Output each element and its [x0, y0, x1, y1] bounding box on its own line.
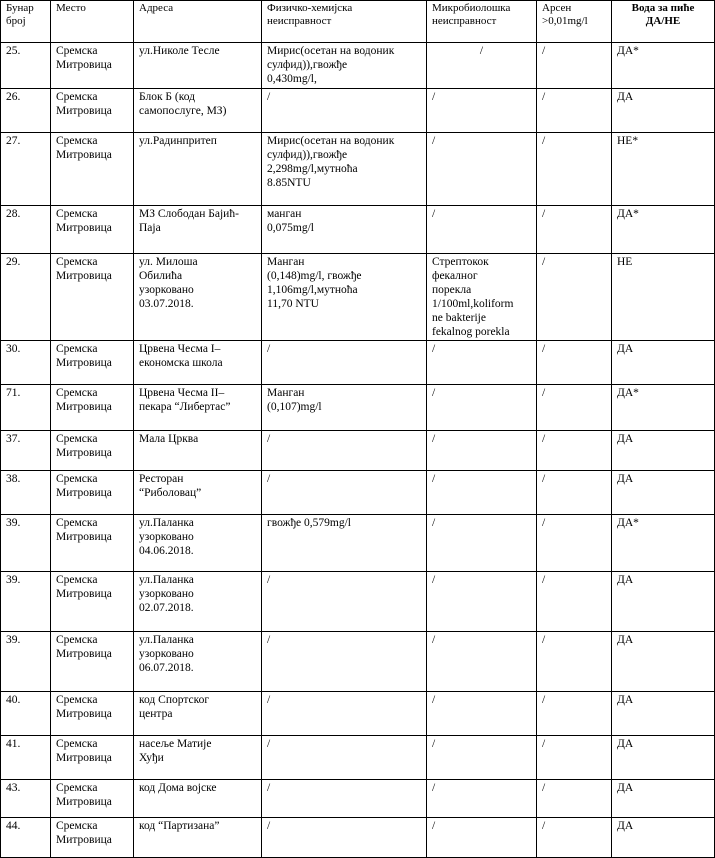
cell-micro: /	[427, 818, 537, 858]
cell-water: ДА	[612, 471, 715, 515]
cell-micro: /	[427, 133, 537, 206]
cell-address: ул. Милоша Обилића узорковано 03.07.2018.	[134, 254, 262, 341]
cell-address: Блок Б (код самопослуге, МЗ)	[134, 89, 262, 133]
cell-place: Сремска Митровица	[51, 89, 134, 133]
cell-address: ул.Паланка узорковано 04.06.2018.	[134, 515, 262, 572]
cell-address: Црвена Чесма II– пекара “Либертас”	[134, 385, 262, 431]
cell-arsenic: /	[537, 471, 612, 515]
header-address: Адреса	[134, 1, 262, 43]
cell-micro: /	[427, 572, 537, 632]
cell-water: ДА	[612, 780, 715, 818]
cell-water: ДА	[612, 89, 715, 133]
cell-place: Сремска Митровица	[51, 515, 134, 572]
cell-water: ДА	[612, 818, 715, 858]
cell-micro: /	[427, 431, 537, 471]
cell-micro: /	[427, 736, 537, 780]
cell-well: 27.	[1, 133, 51, 206]
cell-address: код “Партизана”	[134, 818, 262, 858]
cell-water: ДА*	[612, 515, 715, 572]
cell-arsenic: /	[537, 736, 612, 780]
cell-water: ДА*	[612, 206, 715, 254]
cell-place: Сремска Митровица	[51, 780, 134, 818]
cell-well: 29.	[1, 254, 51, 341]
cell-arsenic: /	[537, 133, 612, 206]
cell-arsenic: /	[537, 431, 612, 471]
cell-well: 38.	[1, 471, 51, 515]
cell-physchem: /	[262, 341, 427, 385]
cell-address: МЗ Слободан Бајић- Паја	[134, 206, 262, 254]
header-place: Место	[51, 1, 134, 43]
cell-address: код Дома војске	[134, 780, 262, 818]
cell-well: 40.	[1, 692, 51, 736]
cell-well: 39.	[1, 515, 51, 572]
table-row	[1, 431, 715, 471]
table-row	[1, 471, 715, 515]
cell-water: ДА	[612, 632, 715, 692]
cell-place: Сремска Митровица	[51, 341, 134, 385]
cell-place: Сремска Митровица	[51, 206, 134, 254]
cell-physchem: манган 0,075mg/l	[262, 206, 427, 254]
table-row	[1, 780, 715, 818]
cell-well: 26.	[1, 89, 51, 133]
cell-water: ДА*	[612, 385, 715, 431]
table-row	[1, 515, 715, 572]
cell-address: насеље Матије Хуђи	[134, 736, 262, 780]
table-row	[1, 692, 715, 736]
cell-arsenic: /	[537, 572, 612, 632]
cell-water: ДА	[612, 736, 715, 780]
cell-address: ул.Николе Тесле	[134, 43, 262, 89]
cell-physchem: /	[262, 572, 427, 632]
table-row	[1, 133, 715, 206]
cell-micro: /	[427, 206, 537, 254]
table-row	[1, 572, 715, 632]
cell-arsenic: /	[537, 385, 612, 431]
cell-micro: /	[427, 515, 537, 572]
cell-place: Сремска Митровица	[51, 572, 134, 632]
cell-well: 44.	[1, 818, 51, 858]
cell-physchem: /	[262, 780, 427, 818]
cell-physchem: Мирис(осетан на водоник сулфид)),гвожђе 0,430mg/l,	[262, 43, 427, 89]
table-body	[1, 43, 715, 858]
cell-well: 30.	[1, 341, 51, 385]
cell-water: НЕ	[612, 254, 715, 341]
cell-arsenic: /	[537, 692, 612, 736]
cell-place: Сремска Митровица	[51, 692, 134, 736]
cell-water: ДА	[612, 341, 715, 385]
cell-arsenic: /	[537, 515, 612, 572]
cell-well: 39.	[1, 572, 51, 632]
cell-place: Сремска Митровица	[51, 471, 134, 515]
cell-arsenic: /	[537, 818, 612, 858]
cell-address: ул.Паланка узорковано 02.07.2018.	[134, 572, 262, 632]
table-row	[1, 206, 715, 254]
header-physchem: Физичко-хемијска неисправност	[262, 1, 427, 43]
cell-arsenic: /	[537, 254, 612, 341]
cell-place: Сремска Митровица	[51, 818, 134, 858]
cell-physchem: Манган (0,148)mg/l, гвожђе 1,106mg/l,мутноћа 11,70 NTU	[262, 254, 427, 341]
cell-place: Сремска Митровица	[51, 43, 134, 89]
cell-physchem: /	[262, 89, 427, 133]
cell-well: 71.	[1, 385, 51, 431]
cell-well: 43.	[1, 780, 51, 818]
cell-arsenic: /	[537, 43, 612, 89]
cell-micro: /	[427, 471, 537, 515]
cell-micro: /	[427, 385, 537, 431]
cell-arsenic: /	[537, 206, 612, 254]
cell-micro: /	[427, 632, 537, 692]
cell-physchem: /	[262, 818, 427, 858]
cell-arsenic: /	[537, 89, 612, 133]
cell-water: ДА	[612, 431, 715, 471]
table-row	[1, 385, 715, 431]
header-micro: Микробиолошка неисправност	[427, 1, 537, 43]
cell-address: Мала Црква	[134, 431, 262, 471]
table-row	[1, 254, 715, 341]
cell-micro: /	[427, 89, 537, 133]
cell-place: Сремска Митровица	[51, 632, 134, 692]
cell-address: код Спортског центра	[134, 692, 262, 736]
cell-physchem: /	[262, 431, 427, 471]
cell-physchem: /	[262, 632, 427, 692]
header-water: Вода за пиће ДА/НЕ	[612, 1, 715, 43]
table-row	[1, 736, 715, 780]
cell-well: 28.	[1, 206, 51, 254]
cell-water: ДА	[612, 572, 715, 632]
table-row	[1, 43, 715, 89]
cell-micro: Стрептокок фекалног порекла 1/100ml,koliform ne bakterije fekalnog porekla	[427, 254, 537, 341]
cell-well: 25.	[1, 43, 51, 89]
cell-place: Сремска Митровица	[51, 431, 134, 471]
cell-well: 39.	[1, 632, 51, 692]
cell-micro: /	[427, 43, 537, 89]
cell-physchem: Манган (0,107)mg/l	[262, 385, 427, 431]
table-row	[1, 341, 715, 385]
cell-place: Сремска Митровица	[51, 736, 134, 780]
cell-well: 41.	[1, 736, 51, 780]
cell-water: НЕ*	[612, 133, 715, 206]
cell-place: Сремска Митровица	[51, 133, 134, 206]
cell-place: Сремска Митровица	[51, 385, 134, 431]
cell-arsenic: /	[537, 780, 612, 818]
cell-physchem: гвожђе 0,579mg/l	[262, 515, 427, 572]
cell-water: ДА	[612, 692, 715, 736]
cell-arsenic: /	[537, 632, 612, 692]
cell-water: ДА*	[612, 43, 715, 89]
cell-physchem: /	[262, 471, 427, 515]
cell-physchem: /	[262, 736, 427, 780]
header-well: Бунар број	[1, 1, 51, 43]
cell-physchem: Мирис(осетан на водоник сулфид)),гвожђе 2,298mg/l,мутноћа 8.85NTU	[262, 133, 427, 206]
cell-well: 37.	[1, 431, 51, 471]
cell-address: Ресторан “Риболовац”	[134, 471, 262, 515]
cell-arsenic: /	[537, 341, 612, 385]
cell-address: ул.Паланка узорковано 06.07.2018.	[134, 632, 262, 692]
table-row	[1, 818, 715, 858]
table-row	[1, 89, 715, 133]
cell-micro: /	[427, 341, 537, 385]
cell-micro: /	[427, 780, 537, 818]
cell-physchem: /	[262, 692, 427, 736]
cell-address: Црвена Чесма I– економска школа	[134, 341, 262, 385]
table-row	[1, 632, 715, 692]
cell-micro: /	[427, 692, 537, 736]
header-arsenic: Арсен >0,01mg/l	[537, 1, 612, 43]
header-row	[1, 1, 715, 43]
cell-place: Сремска Митровица	[51, 254, 134, 341]
cell-address: ул.Радинпритеп	[134, 133, 262, 206]
